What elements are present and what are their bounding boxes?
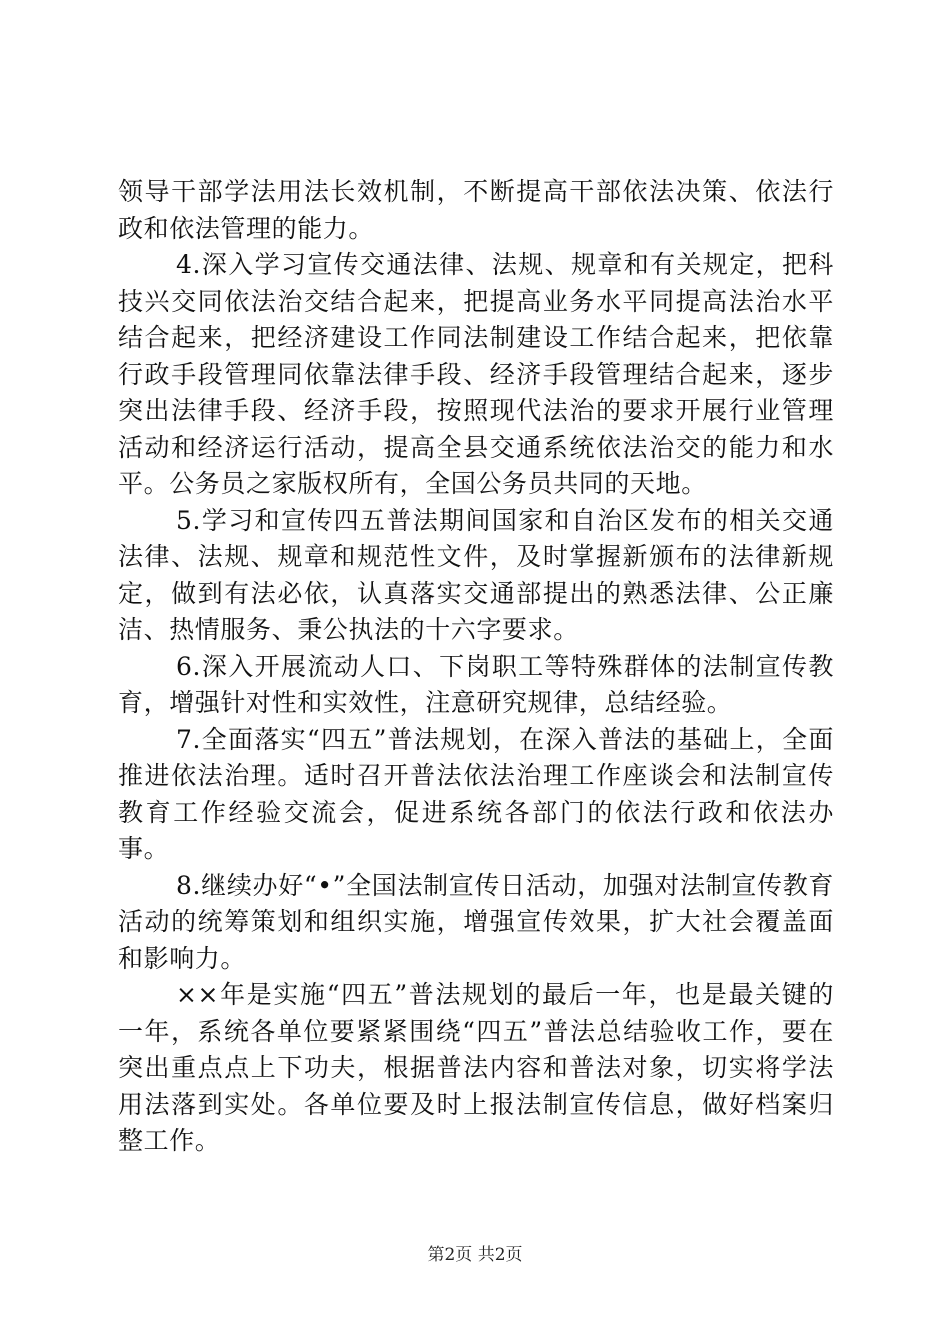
page-number-footer: 第2页 共2页: [427, 1245, 523, 1265]
paragraph-conclusion: ××年是实施“四五”普法规划的最后一年，也是最关键的一年，系统各单位要紧紧围绕“四五”普法总结验收工作，要在突出重点点上下功夫，根据普法内容和普法对象，切实将学法用法落到实处。各单位要及时上报法制宣传信息，做好档案归整工作。: [118, 980, 834, 1155]
document-body: [118, 174, 834, 1160]
paragraph-item-8: 8.继续办好“•”全国法制宣传日活动，加强对法制宣传教育活动的统筹策划和组织实施，增强宣传效果，扩大社会覆盖面和影响力。: [118, 870, 834, 973]
paragraph-item-6: 6.深入开展流动人口、下岗职工等特殊群体的法制宣传教育，增强针对性和实效性，注意研究规律，总结经验。: [118, 651, 834, 717]
paragraph-continuation: 领导干部学法用法长效机制，不断提高干部依法决策、依法行政和依法管理的能力。: [118, 177, 834, 243]
paragraph-item-7: 7.全面落实“四五”普法规划，在深入普法的基础上，全面推进依法治理。适时召开普法依法治理工作座谈会和法制宣传教育工作经验交流会，促进系统各部门的依法行政和依法办事。: [118, 724, 834, 863]
paragraph-item-5: 5.学习和宣传四五普法期间国家和自治区发布的相关交通法律、法规、规章和规范性文件，及时掌握新颁布的法律新规定，做到有法必依，认真落实交通部提出的熟悉法律、公正廉洁、热情服务、秉公执法的十六字要求。: [118, 505, 834, 644]
paragraph-item-4: 4.深入学习宣传交通法律、法规、规章和有关规定，把科技兴交同依法治交结合起来，把提高业务水平同提高法治水平结合起来，把经济建设工作同法制建设工作结合起来，把依靠行政手段管理同依靠法律手段、经济手段管理结合起来，逐步突出法律手段、经济手段，按照现代法治的要求开展行业管理活动和经济运行活动，提高全县交通系统依法治交的能力和水平。公务员之家版权所有，全国公务员共同的天地。: [118, 250, 834, 498]
